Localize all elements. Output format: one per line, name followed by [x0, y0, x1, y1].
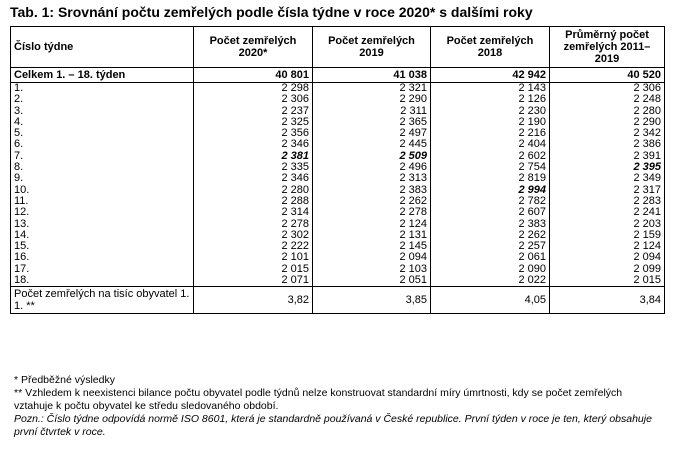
total-row	[11, 68, 665, 83]
week-value-text: 2 216	[518, 128, 546, 140]
week-value-text: 2 782	[518, 195, 546, 207]
week-value-text: 2 994	[518, 184, 546, 196]
total-value: 40 801	[194, 68, 313, 83]
week-value-text: 2 306	[633, 82, 661, 94]
week-label: 4.	[11, 117, 194, 128]
week-label: 12.	[11, 207, 194, 218]
table-row	[11, 264, 665, 275]
week-value	[431, 241, 550, 252]
week-value-text: 2 313	[399, 173, 427, 185]
week-value	[194, 275, 313, 287]
week-value	[550, 219, 665, 230]
table-row	[11, 241, 665, 252]
week-value	[313, 196, 431, 207]
week-value-text: 2 241	[633, 207, 661, 219]
table-row	[11, 94, 665, 105]
week-label: 17.	[11, 264, 194, 275]
week-value	[194, 106, 313, 117]
week-value	[313, 230, 431, 241]
week-label: 6.	[11, 139, 194, 150]
week-value-text: 2 325	[281, 116, 309, 128]
week-value-text: 2 262	[399, 195, 427, 207]
week-value	[431, 94, 550, 105]
week-value-text: 2 342	[633, 128, 661, 140]
week-value-text: 2 103	[399, 263, 427, 275]
column-header-2018: Počet zemřelých 2018	[431, 27, 550, 68]
week-value	[550, 264, 665, 275]
week-value-text: 2 071	[281, 275, 309, 287]
rate-row	[11, 287, 665, 314]
week-value	[431, 230, 550, 241]
week-value	[431, 128, 550, 139]
rate-value: 3,84	[550, 287, 665, 314]
week-value-text: 2 131	[399, 229, 427, 241]
week-value-text: 2 383	[518, 218, 546, 230]
week-value-text: 2 383	[399, 184, 427, 196]
week-value	[550, 173, 665, 184]
week-value-text: 2 391	[633, 150, 661, 162]
table-row	[11, 139, 665, 150]
rate-value: 4,05	[431, 287, 550, 314]
header-row	[11, 27, 665, 68]
week-value	[194, 185, 313, 196]
week-value-text: 2 288	[281, 195, 309, 207]
week-value	[431, 162, 550, 173]
week-value	[313, 219, 431, 230]
column-header-average: Průměrný počet zemřelých 2011–2019	[550, 27, 665, 68]
total-value: 40 520	[550, 68, 665, 83]
week-value-text: 2 190	[518, 116, 546, 128]
week-value	[431, 275, 550, 287]
week-value	[313, 106, 431, 117]
week-value	[313, 139, 431, 150]
column-header-2020: Počet zemřelých 2020*	[194, 27, 313, 68]
week-value	[194, 230, 313, 241]
week-value-text: 2 143	[518, 82, 546, 94]
week-value	[194, 207, 313, 218]
week-label: 8.	[11, 162, 194, 173]
table-row	[11, 196, 665, 207]
week-value-text: 2 317	[633, 184, 661, 196]
week-value	[194, 94, 313, 105]
week-value-text: 2 311	[400, 105, 427, 117]
week-value	[550, 83, 665, 95]
week-value-text: 2 015	[281, 263, 309, 275]
week-value	[313, 207, 431, 218]
week-value-text: 2 302	[281, 229, 309, 241]
week-value	[431, 83, 550, 95]
week-label: 16.	[11, 252, 194, 263]
table-row	[11, 83, 665, 95]
footnote-rates: ** Vzhledem k neexistenci bilance počtu obyvatel podle týdnů nelze konstruovat standardní míry úmrtnosti, kdy se počet zemřelých vztahuje k počtu obyvatel ke středu sledovaného období.	[14, 387, 623, 412]
week-label: 13.	[11, 219, 194, 230]
week-value	[313, 128, 431, 139]
week-value-text: 2 278	[399, 207, 427, 219]
rate-value: 3,82	[194, 287, 313, 314]
table-row	[11, 275, 665, 287]
week-value	[313, 83, 431, 95]
week-value-text: 2 280	[281, 184, 309, 196]
week-value	[431, 196, 550, 207]
column-header-week: Číslo týdne	[11, 27, 194, 68]
week-value	[194, 219, 313, 230]
week-value	[194, 117, 313, 128]
week-value-text: 2 280	[633, 105, 661, 117]
week-value-text: 2 290	[399, 94, 427, 106]
week-value-text: 2 386	[633, 139, 661, 151]
table-row	[11, 151, 665, 162]
table-row	[11, 207, 665, 218]
week-value	[194, 162, 313, 173]
table-row	[11, 252, 665, 263]
footnote-iso-week: Pozn.: Číslo týdne odpovídá normě ISO 8601, která je standardně používaná v České republice. První týden v roce je ten, který obsahuje první čtvrtek v roce.	[14, 413, 652, 438]
week-value-text: 2 278	[281, 218, 309, 230]
week-value	[194, 252, 313, 263]
week-value-text: 2 124	[399, 218, 427, 230]
week-value-text: 2 099	[633, 263, 661, 275]
week-value-text: 2 022	[518, 275, 546, 287]
week-value	[194, 128, 313, 139]
week-value	[313, 241, 431, 252]
week-label: 11.	[11, 196, 194, 207]
week-value	[550, 117, 665, 128]
week-value	[313, 117, 431, 128]
week-value	[550, 252, 665, 263]
week-value-text: 2 124	[633, 241, 661, 253]
rate-value: 3,85	[313, 287, 431, 314]
week-value-text: 2 509	[399, 150, 427, 162]
week-value-text: 2 262	[518, 229, 546, 241]
week-value	[550, 151, 665, 162]
week-value-text: 2 126	[518, 94, 546, 106]
week-value-text: 2 497	[399, 128, 427, 140]
week-value	[194, 139, 313, 150]
deaths-table	[10, 26, 665, 314]
week-value	[313, 252, 431, 263]
week-value-text: 2 602	[518, 150, 546, 162]
week-value	[550, 94, 665, 105]
table-row	[11, 173, 665, 184]
week-value-text: 2 445	[399, 139, 427, 151]
week-value	[431, 264, 550, 275]
week-label: 2.	[11, 94, 194, 105]
week-value	[550, 275, 665, 287]
week-value	[194, 83, 313, 95]
week-value	[550, 241, 665, 252]
week-label: 18.	[11, 275, 194, 287]
week-value-text: 2 335	[281, 162, 309, 174]
week-value-text: 2 145	[399, 241, 427, 253]
week-label: 9.	[11, 173, 194, 184]
week-value-text: 2 203	[633, 218, 661, 230]
week-label: 3.	[11, 106, 194, 117]
week-value-text: 2 349	[633, 173, 661, 185]
week-value-text: 2 404	[518, 139, 546, 151]
week-value	[431, 106, 550, 117]
week-value-text: 2 094	[399, 252, 427, 264]
week-value-text: 2 248	[633, 94, 661, 106]
total-value: 41 038	[313, 68, 431, 83]
week-value-text: 2 090	[518, 263, 546, 275]
week-value-text: 2 607	[518, 207, 546, 219]
week-value	[194, 173, 313, 184]
week-value-text: 2 061	[518, 252, 546, 264]
week-value-text: 2 395	[633, 162, 661, 174]
week-value-text: 2 094	[633, 252, 661, 264]
week-value-text: 2 321	[399, 82, 427, 94]
week-value	[550, 207, 665, 218]
table-row	[11, 117, 665, 128]
week-value	[431, 185, 550, 196]
week-value	[550, 128, 665, 139]
table-row	[11, 162, 665, 173]
table-row	[11, 106, 665, 117]
week-value-text: 2 015	[633, 275, 661, 287]
week-value	[313, 173, 431, 184]
week-value	[313, 151, 431, 162]
week-value	[431, 139, 550, 150]
week-value-text: 2 222	[281, 241, 309, 253]
table-row	[11, 230, 665, 241]
table-title: Tab. 1: Srovnání počtu zemřelých podle čísla týdne v roce 2020* s dalšími roky	[10, 4, 533, 20]
week-value	[431, 173, 550, 184]
week-label: 1.	[11, 83, 194, 95]
week-value	[313, 264, 431, 275]
week-value	[313, 275, 431, 287]
week-value	[550, 106, 665, 117]
week-value	[194, 151, 313, 162]
week-value	[431, 252, 550, 263]
week-value	[194, 196, 313, 207]
week-value-text: 2 819	[518, 173, 546, 185]
week-value-text: 2 346	[281, 139, 309, 151]
week-value-text: 2 381	[281, 150, 309, 162]
week-value-text: 2 051	[399, 275, 427, 287]
week-label: 7.	[11, 151, 194, 162]
week-label: 5.	[11, 128, 194, 139]
week-value-text: 2 306	[281, 94, 309, 106]
total-value: 42 942	[431, 68, 550, 83]
table-row	[11, 128, 665, 139]
week-label: 15.	[11, 241, 194, 252]
week-value	[194, 264, 313, 275]
week-value	[550, 230, 665, 241]
week-value	[431, 207, 550, 218]
week-value-text: 2 257	[518, 241, 546, 253]
week-value	[313, 162, 431, 173]
week-value	[194, 241, 313, 252]
week-value-text: 2 101	[281, 252, 309, 264]
table-row	[11, 219, 665, 230]
total-label: Celkem 1. – 18. týden	[11, 68, 194, 83]
week-value	[431, 151, 550, 162]
week-label: 14.	[11, 230, 194, 241]
week-label: 10.	[11, 185, 194, 196]
week-value	[550, 185, 665, 196]
week-value	[431, 219, 550, 230]
week-value	[550, 196, 665, 207]
week-value	[431, 117, 550, 128]
column-header-2019: Počet zemřelých 2019	[313, 27, 431, 68]
week-value-text: 2 754	[518, 162, 546, 174]
week-value-text: 2 356	[281, 128, 309, 140]
week-value-text: 2 496	[399, 162, 427, 174]
week-value	[313, 185, 431, 196]
week-value-text: 2 159	[633, 229, 661, 241]
rate-label: Počet zemřelých na tisíc obyvatel 1. 1. **	[11, 287, 194, 314]
week-value-text: 2 298	[281, 82, 309, 94]
week-value	[550, 162, 665, 173]
week-value-text: 2 237	[281, 105, 309, 117]
table-row	[11, 185, 665, 196]
week-value	[550, 139, 665, 150]
week-value-text: 2 346	[281, 173, 309, 185]
footnote-preliminary: * Předběžné výsledky	[14, 374, 115, 386]
week-value	[313, 94, 431, 105]
week-value-text: 2 365	[399, 116, 427, 128]
week-value-text: 2 314	[281, 207, 309, 219]
footnotes	[14, 374, 664, 439]
week-value-text: 2 230	[518, 105, 546, 117]
week-value-text: 2 290	[633, 116, 661, 128]
week-value-text: 2 283	[633, 195, 661, 207]
